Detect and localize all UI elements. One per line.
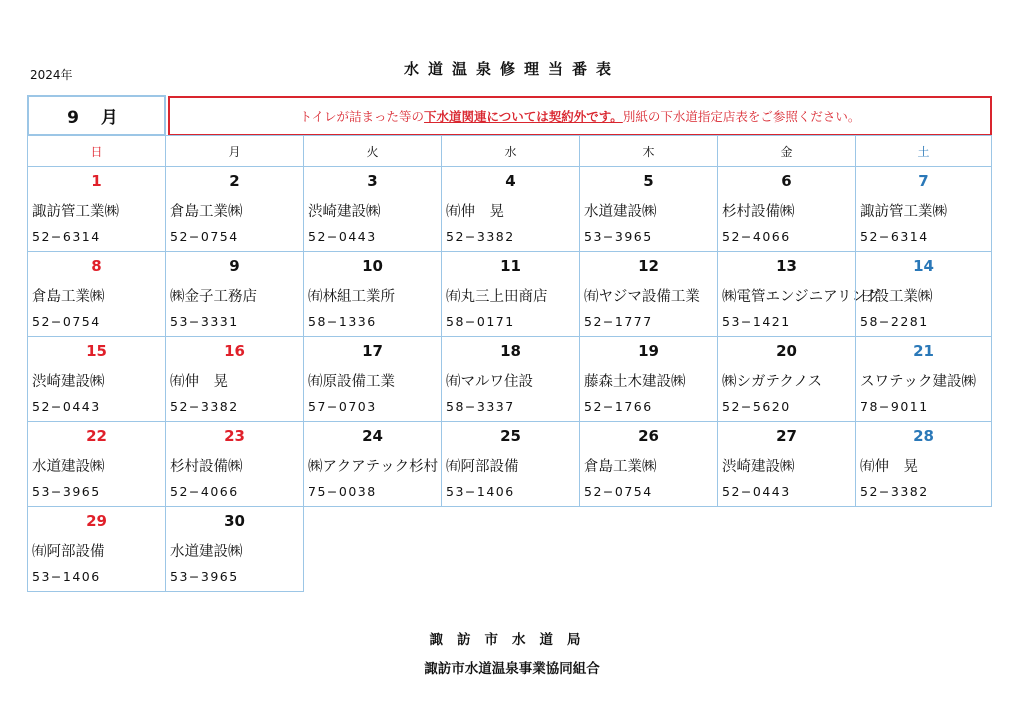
contractor-name: 杉村設備㈱: [170, 459, 243, 475]
notice-text-post: 別紙の下水道指定店表をご参照ください。: [622, 109, 861, 124]
weekday-wed: 水: [441, 135, 580, 167]
day-cell: [441, 251, 580, 337]
day-number: 25: [500, 427, 521, 445]
day-number: 18: [500, 342, 521, 360]
contractor-name: ㈲伸 晃: [860, 459, 918, 475]
phone-number: 58−2281: [860, 314, 929, 329]
day-cell: [27, 251, 166, 337]
contractor-name: ㈲原設備工業: [308, 374, 395, 390]
day-number: 29: [86, 512, 107, 530]
day-cell: [855, 251, 992, 337]
day-cell: [717, 421, 856, 507]
contractor-name: 倉島工業㈱: [32, 289, 105, 305]
day-cell: [27, 166, 166, 252]
day-cell: [303, 166, 442, 252]
notice-text-pre: トイレが詰まった等の: [299, 109, 425, 124]
day-cell: [165, 166, 304, 252]
day-number: 2: [229, 172, 240, 190]
phone-number: 52−1766: [584, 399, 653, 414]
day-number: 15: [86, 342, 107, 360]
contractor-name: ㈲阿部設備: [446, 459, 519, 475]
footer-org: 諏訪市水道局: [429, 632, 595, 648]
contractor-name: ㈱アクアテック杉村: [308, 459, 439, 475]
contractor-name: 諏訪管工業㈱: [860, 204, 947, 220]
phone-number: 58−0171: [446, 314, 515, 329]
day-number: 13: [776, 257, 797, 275]
phone-number: 52−0754: [170, 229, 239, 244]
contractor-name: ㈲阿部設備: [32, 544, 105, 560]
day-cell: [165, 336, 304, 422]
day-number: 12: [638, 257, 659, 275]
weekday-sun: 日: [27, 135, 166, 167]
phone-number: 52−4066: [722, 229, 791, 244]
contractor-name: ㈲ヤジマ設備工業: [584, 289, 700, 305]
phone-number: 52−0443: [32, 399, 101, 414]
day-number: 11: [500, 257, 521, 275]
contractor-name: 渋崎建設㈱: [722, 459, 795, 475]
contractor-name: ㈱電管エンジニアリング: [722, 289, 881, 305]
day-number: 6: [781, 172, 792, 190]
contractor-name: 藤森土木建設㈱: [584, 374, 686, 390]
calendar-grid: [28, 96, 992, 592]
contractor-name: ㈲伸 晃: [170, 374, 228, 390]
day-cell: [441, 421, 580, 507]
contractor-name: ㈲伸 晃: [446, 204, 504, 220]
day-number: 4: [505, 172, 516, 190]
day-number: 24: [362, 427, 383, 445]
phone-number: 52−3382: [860, 484, 929, 499]
day-cell: [717, 166, 856, 252]
phone-number: 52−0443: [722, 484, 791, 499]
phone-number: 52−4066: [170, 484, 239, 499]
day-number: 28: [913, 427, 934, 445]
phone-number: 52−5620: [722, 399, 791, 414]
day-number: 19: [638, 342, 659, 360]
year-label: 2024年: [30, 68, 73, 82]
day-number: 14: [913, 257, 934, 275]
day-number: 7: [918, 172, 929, 190]
phone-number: 52−6314: [32, 229, 101, 244]
day-number: 10: [362, 257, 383, 275]
day-cell: [27, 506, 166, 592]
day-cell: [579, 166, 718, 252]
day-number: 17: [362, 342, 383, 360]
phone-number: 78−9011: [860, 399, 929, 414]
day-number: 8: [91, 257, 102, 275]
day-number: 3: [367, 172, 378, 190]
contractor-name: 杉村設備㈱: [722, 204, 795, 220]
phone-number: 52−3382: [446, 229, 515, 244]
phone-number: 53−1406: [446, 484, 515, 499]
day-cell: [441, 166, 580, 252]
phone-number: 53−1421: [722, 314, 791, 329]
contractor-name: 渋崎建設㈱: [32, 374, 105, 390]
day-number: 30: [224, 512, 245, 530]
day-cell: [579, 421, 718, 507]
contractor-name: ㈱金子工務店: [170, 289, 257, 305]
contractor-name: 水道建設㈱: [584, 204, 657, 220]
phone-number: 52−0754: [32, 314, 101, 329]
phone-number: 53−3965: [32, 484, 101, 499]
phone-number: 52−0443: [308, 229, 377, 244]
footer-cooperative: 諏訪市水道温泉事業協同組合: [424, 661, 600, 677]
day-number: 23: [224, 427, 245, 445]
weekday-sat: 土: [855, 135, 992, 167]
day-number: 20: [776, 342, 797, 360]
phone-number: 57−0703: [308, 399, 377, 414]
phone-number: 53−1406: [32, 569, 101, 584]
phone-number: 52−3382: [170, 399, 239, 414]
notice-banner: [168, 96, 992, 136]
month-label: 9 月: [27, 95, 166, 136]
day-cell: [855, 336, 992, 422]
day-cell: [579, 336, 718, 422]
contractor-name: 日設工業㈱: [860, 289, 933, 305]
contractor-name: 水道建設㈱: [32, 459, 105, 475]
weekday-tue: 火: [303, 135, 442, 167]
page-title: 水道温泉修理当番表: [403, 60, 620, 78]
weekday-mon: 月: [165, 135, 304, 167]
phone-number: 53−3965: [170, 569, 239, 584]
notice-text-emphasis: 下水道関連については契約外です。: [424, 109, 623, 124]
phone-number: 58−1336: [308, 314, 377, 329]
day-number: 5: [643, 172, 654, 190]
weekday-fri: 金: [717, 135, 856, 167]
contractor-name: ㈱シガテクノス: [722, 374, 823, 390]
day-cell: [717, 336, 856, 422]
contractor-name: 水道建設㈱: [170, 544, 243, 560]
day-cell: [303, 421, 442, 507]
day-cell: [717, 251, 881, 337]
day-cell: [579, 251, 718, 337]
day-number: 22: [86, 427, 107, 445]
contractor-name: ㈲林組工業所: [308, 289, 395, 305]
day-cell: [27, 421, 166, 507]
day-number: 16: [224, 342, 245, 360]
day-cell: [165, 506, 304, 592]
contractor-name: ㈲丸三上田商店: [446, 289, 548, 305]
contractor-name: スワテック建設㈱: [860, 374, 976, 390]
phone-number: 58−3337: [446, 399, 515, 414]
day-cell: [165, 421, 304, 507]
contractor-name: 倉島工業㈱: [170, 204, 243, 220]
day-cell: [855, 166, 992, 252]
contractor-name: 渋崎建設㈱: [308, 204, 381, 220]
day-number: 27: [776, 427, 797, 445]
day-cell: [303, 336, 442, 422]
day-cell: [165, 251, 304, 337]
phone-number: 52−1777: [584, 314, 653, 329]
phone-number: 75−0038: [308, 484, 377, 499]
day-number: 1: [91, 172, 102, 190]
weekday-thu: 木: [579, 135, 718, 167]
day-cell: [855, 421, 992, 507]
phone-number: 52−6314: [860, 229, 929, 244]
phone-number: 53−3965: [584, 229, 653, 244]
phone-number: 53−3331: [170, 314, 239, 329]
contractor-name: 倉島工業㈱: [584, 459, 657, 475]
day-number: 26: [638, 427, 659, 445]
contractor-name: 諏訪管工業㈱: [32, 204, 119, 220]
day-cell: [27, 336, 166, 422]
day-number: 21: [913, 342, 934, 360]
phone-number: 52−0754: [584, 484, 653, 499]
day-number: 9: [229, 257, 240, 275]
contractor-name: ㈲マルワ住設: [446, 374, 533, 390]
day-cell: [441, 336, 580, 422]
day-cell: [303, 251, 442, 337]
